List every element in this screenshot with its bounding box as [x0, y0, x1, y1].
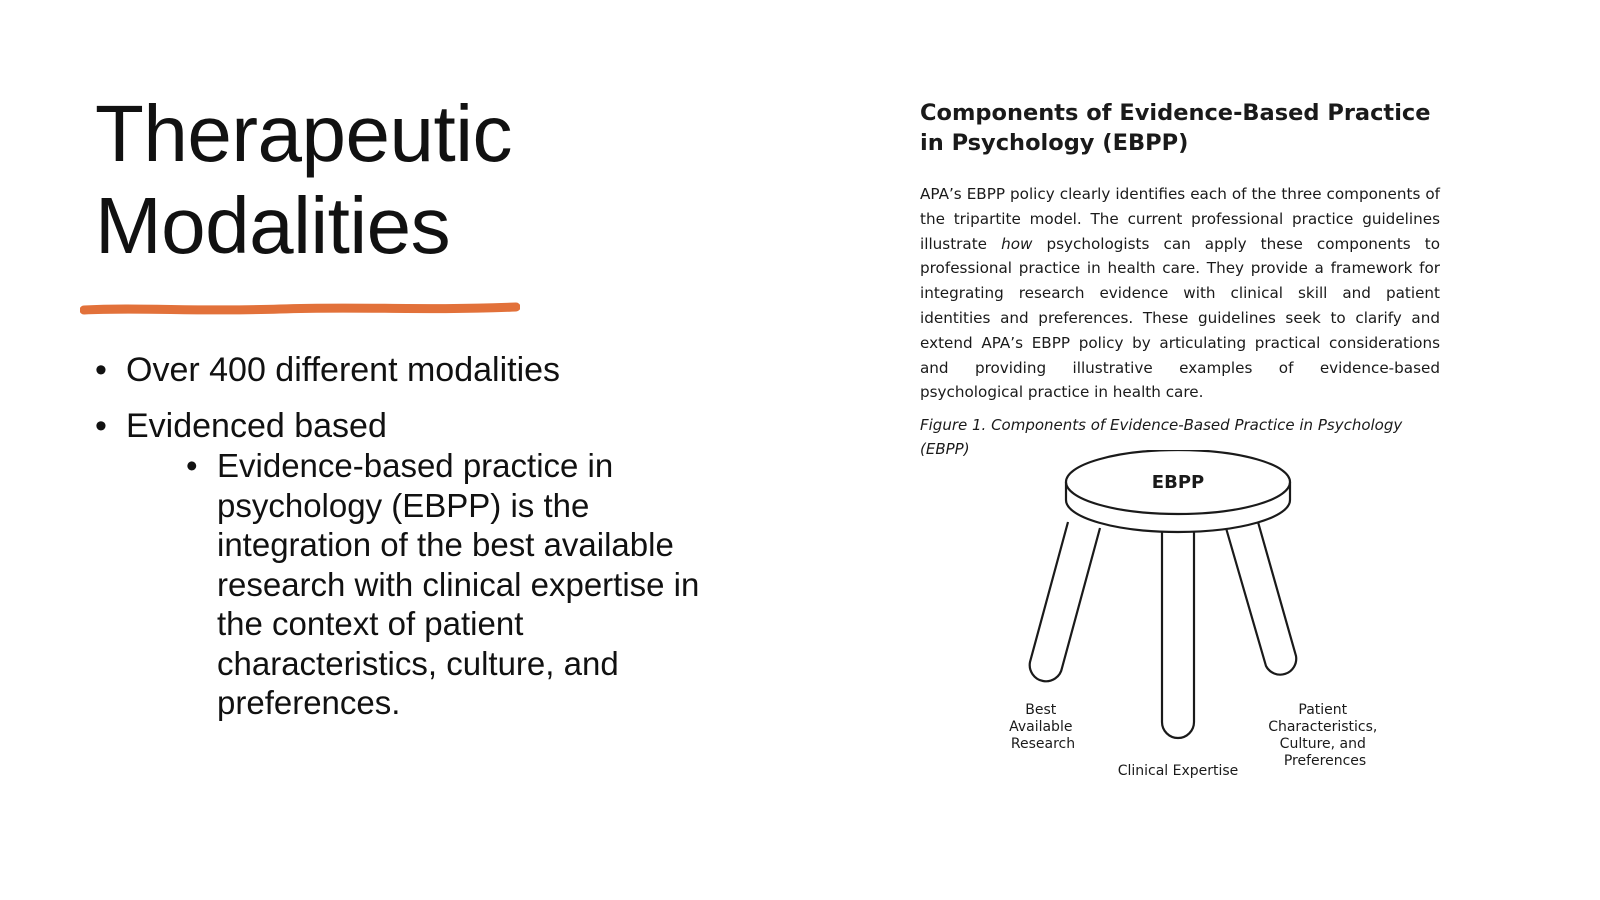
title-underline-stroke [80, 300, 520, 320]
left-leg-label [1009, 702, 1077, 752]
stool-leg-left [1030, 522, 1100, 681]
sub-bullet-item [186, 446, 715, 723]
right-leg-label-line: Culture, and [1279, 736, 1366, 752]
bullet-text: Evidenced based [126, 407, 387, 445]
left-leg-label-line: Available [1009, 719, 1073, 735]
slide-title [95, 88, 512, 272]
figure-heading: Components of Evidence-Based Practice in Psychology (EBPP) [920, 100, 1431, 156]
center-leg-label: Clinical Expertise [1117, 763, 1239, 779]
bullet-list [95, 350, 715, 739]
figure-caption: Figure 1. Components of Evidence-Based Practice in Psychology (EBPP) [920, 416, 1403, 459]
bullet-item [95, 350, 715, 390]
slide-title-line-2: Modalities [95, 181, 451, 270]
slide-title-line-1: Therapeutic [95, 89, 512, 178]
three-legged-stool-diagram [1000, 450, 1380, 780]
figure-body-text [920, 182, 1440, 405]
right-leg-label [1268, 702, 1380, 769]
stool-leg-center [1162, 530, 1194, 738]
left-leg-label-line: Research [1010, 736, 1076, 752]
figure-panel [920, 98, 1440, 461]
figure-body-emphasis: how [1001, 234, 1033, 253]
right-leg-label-line: Patient [1298, 702, 1348, 718]
stool-leg-right [1226, 522, 1296, 675]
bullet-item [95, 406, 715, 723]
bullet-text: Over 400 different modalities [126, 351, 561, 389]
stool-seat-label: EBPP [1151, 472, 1205, 493]
figure-body-post: psychologists can apply these components to professional practice in health care. They provide a framework for integrating research evidence with clinical skill and patient identities and preferences. These guidelines seek to clarify and extend APA’s EBPP policy by articulating practical considerations and providing illustrative examples of evidence-based psychological practice in health care. [920, 234, 1440, 402]
left-leg-label-line: Best [1025, 702, 1057, 718]
right-leg-label-line: Characteristics, [1268, 719, 1378, 735]
right-leg-label-line: Preferences [1283, 753, 1367, 769]
sub-bullet-list [126, 446, 715, 723]
sub-bullet-text: • Evidence-based practice in psychology (EBPP) is the integration of the best available research with clinical expertise in the context of patient characteristics, culture, and preferences. [217, 447, 700, 721]
figure-body-pre: APA’s EBPP policy clearly identifies each of the three components of the tripartite model. The current professional practice guidelines illustrate [920, 185, 1440, 253]
